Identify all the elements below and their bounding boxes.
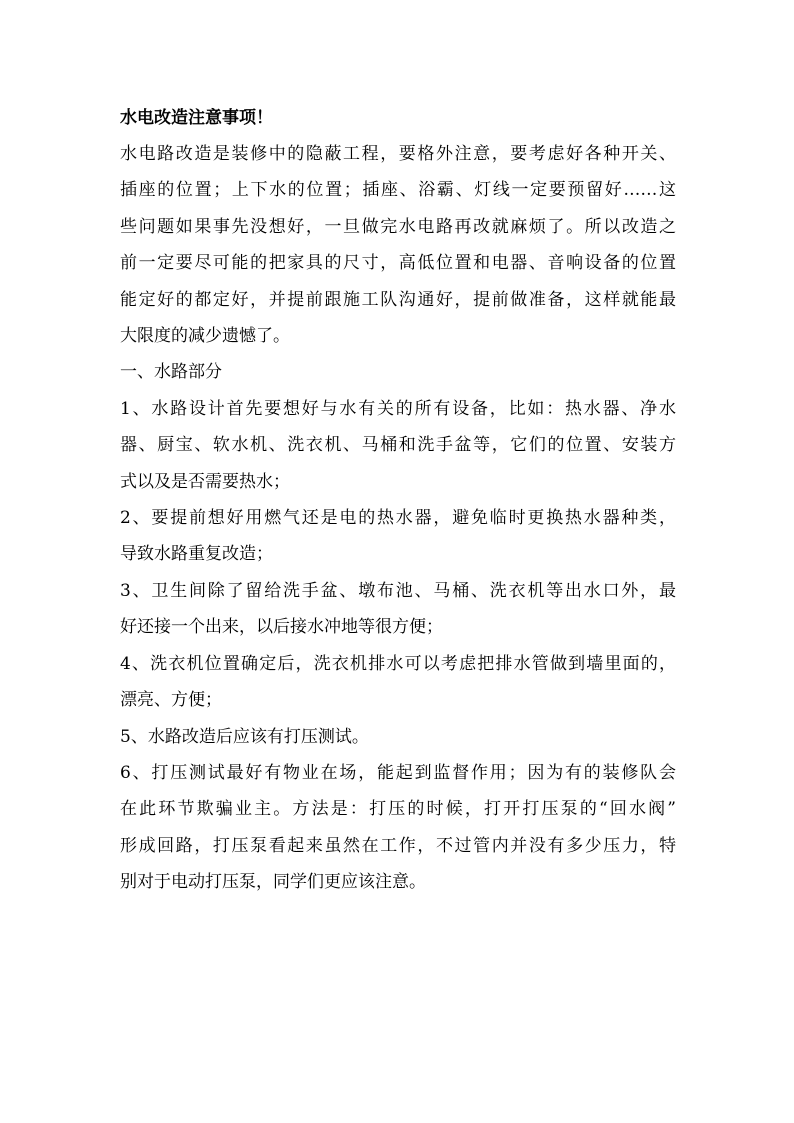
text-line: 漂亮、方便；: [120, 690, 222, 711]
paragraph: [120, 755, 676, 901]
paragraph: [120, 391, 676, 500]
text-line: 大限度的减少遗憾了。: [120, 326, 290, 347]
text-line: 2、要提前想好用燃气还是电的热水器，避免临时更换热水器种类，: [120, 508, 676, 529]
text-line: 6、打压测试最好有物业在场，能起到监督作用；因为有的装修队会: [120, 762, 676, 783]
text-line: 些问题如果事先没想好，一旦做完水电路再改就麻烦了。所以改造之: [120, 216, 676, 237]
document-body: [120, 100, 676, 901]
text-line: 形成回路，打压泵看起来虽然在工作，不过管内并没有多少压力，特: [120, 835, 676, 856]
text-line: 导致水路重复改造；: [120, 544, 273, 565]
paragraph: [120, 646, 676, 719]
text-line: 式以及是否需要热水；: [120, 471, 290, 492]
text-line: 3、卫生间除了留给洗手盆、墩布池、马桶、洗衣机等出水口外，最: [120, 580, 676, 601]
text-line: 水电路改造是装修中的隐蔽工程，要格外注意，要考虑好各种开关、: [120, 144, 676, 164]
text-line: 1、水路设计首先要想好与水有关的所有设备，比如：热水器、净水: [120, 398, 676, 419]
paragraph-list: [120, 136, 676, 901]
paragraph: [120, 354, 676, 390]
text-line: 别对于电动打压泵，同学们更应该注意。: [120, 872, 426, 893]
text-line: 5、水路改造后应该有打压测试。: [120, 726, 369, 747]
text-line: 好还接一个出来，以后接水冲地等很方便；: [120, 617, 443, 638]
paragraph: [120, 573, 676, 646]
paragraph: [120, 719, 676, 755]
paragraph: [120, 136, 676, 354]
paragraph: [120, 500, 676, 573]
text-line: 插座的位置；上下水的位置；插座、浴霸、灯线一定要预留好……这: [120, 180, 676, 201]
text-line: 在此环节欺骗业主。方法是：打压的时候，打开打压泵的“回水阀”: [120, 799, 676, 820]
text-line: 能定好的都定好，并提前跟施工队沟通好，提前做准备，这样就能最: [120, 289, 676, 310]
document-title: 水电改造注意事项！: [120, 108, 273, 128]
text-line: 器、厨宝、软水机、洗衣机、马桶和洗手盆等，它们的位置、安装方: [120, 435, 676, 456]
text-line: 4、洗衣机位置确定后，洗衣机排水可以考虑把排水管做到墙里面的，: [120, 653, 676, 674]
text-line: 前一定要尽可能的把家具的尺寸，高低位置和电器、音响设备的位置: [120, 253, 676, 274]
text-line: 一、水路部分: [120, 362, 222, 383]
